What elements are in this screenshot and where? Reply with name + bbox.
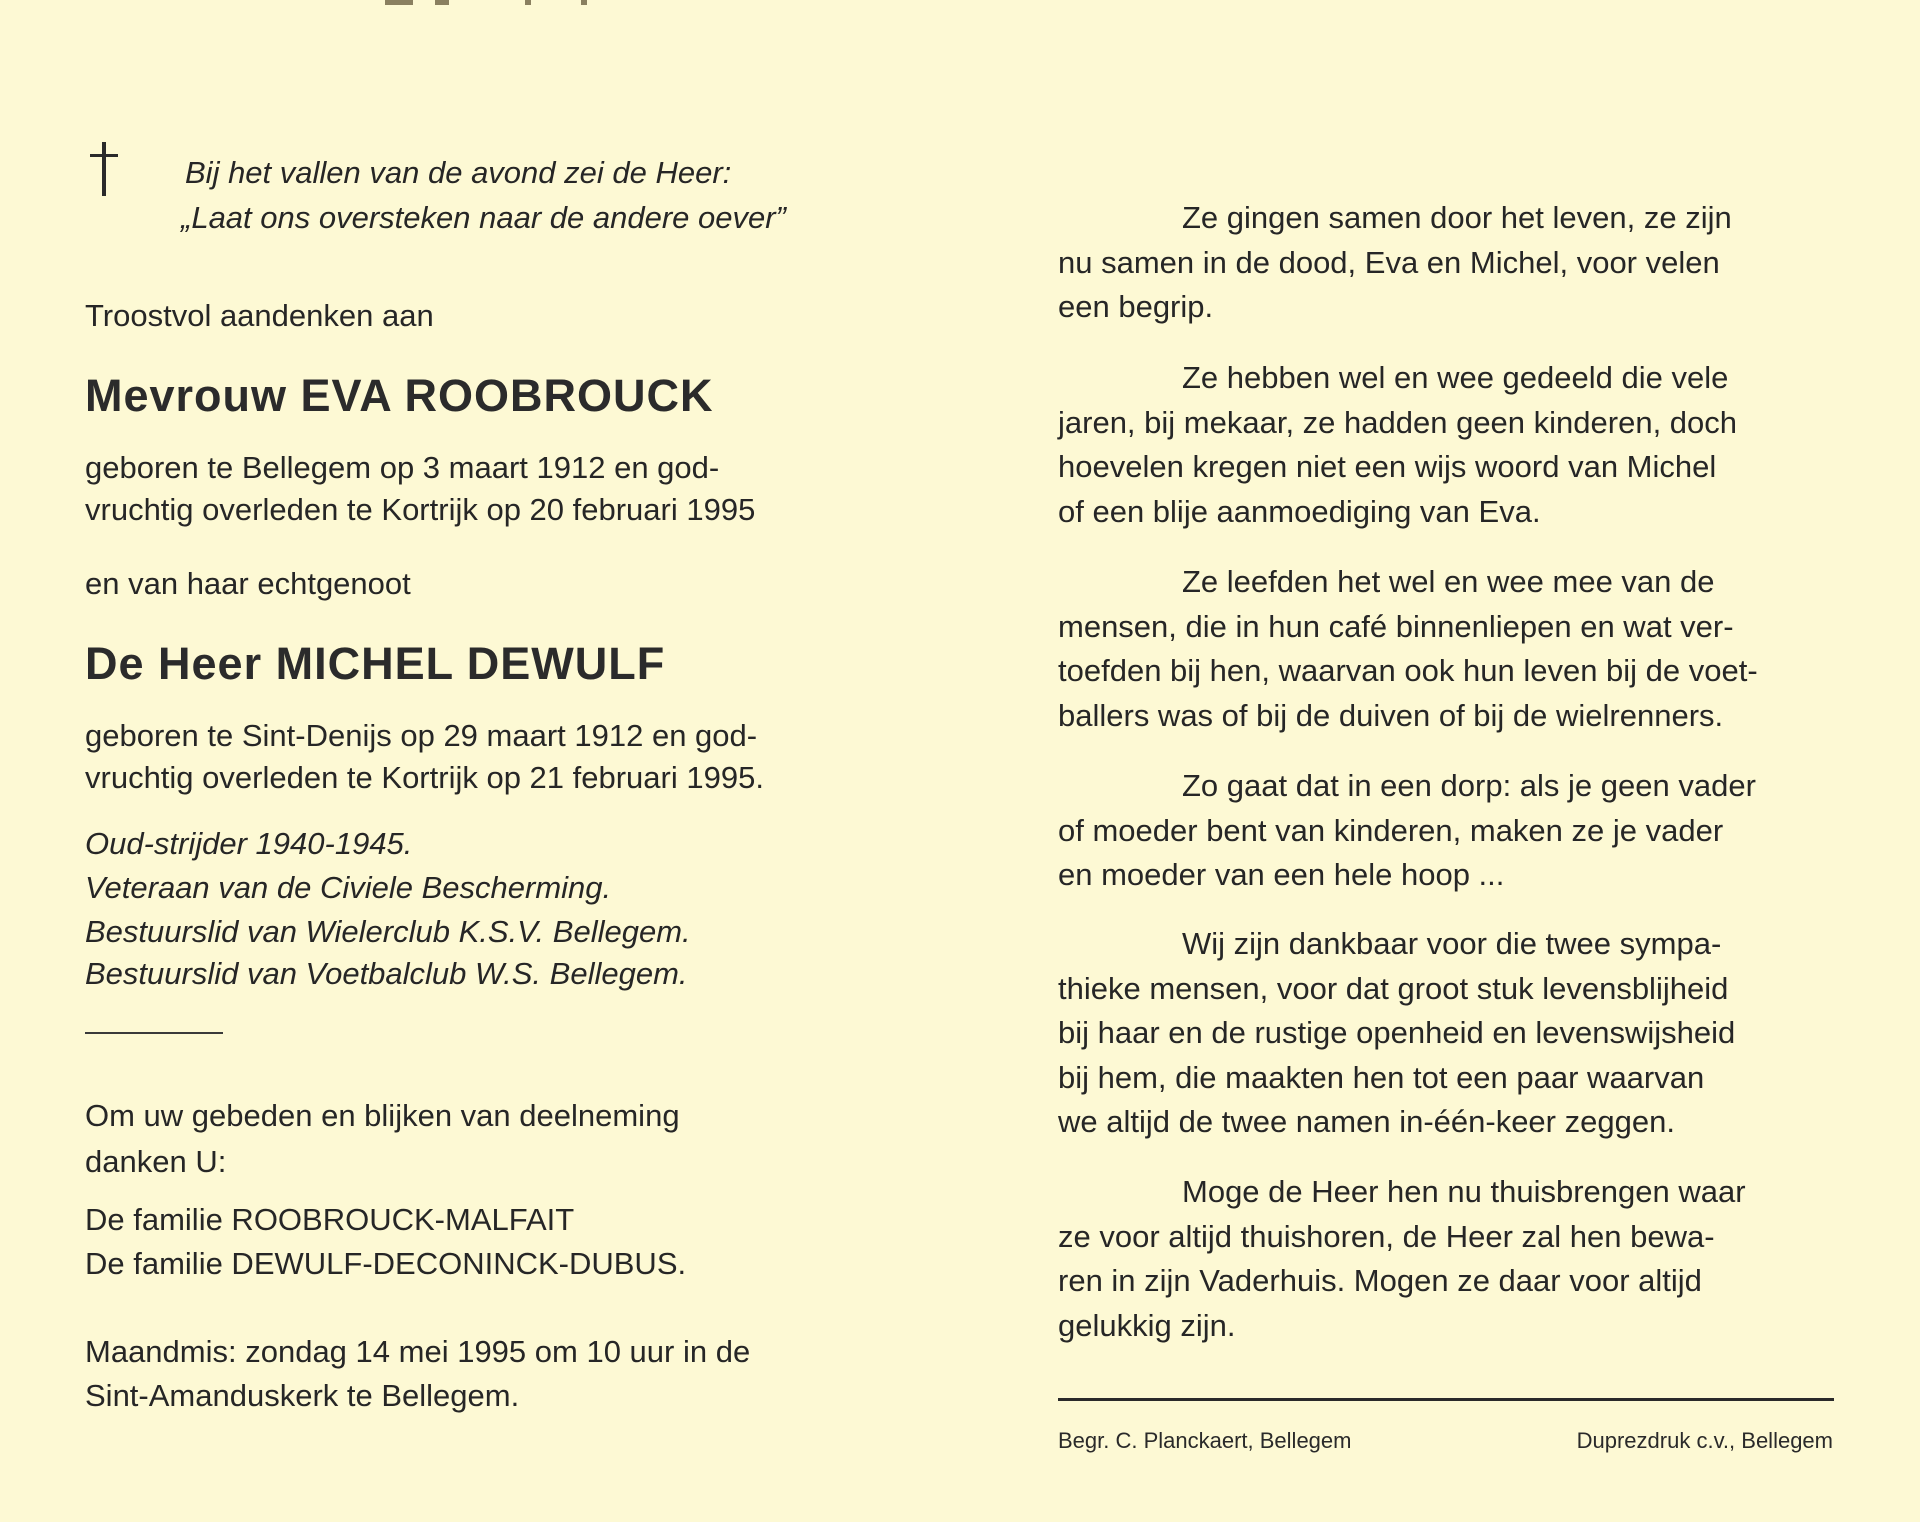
mass-line-1: Maandmis: zondag 14 mei 1995 om 10 uur in de	[85, 1334, 751, 1369]
paragraph-line: of moeder bent van kinderen, maken ze je vader	[1058, 812, 1724, 848]
person2-birth-line: geboren te Sint-Denijs op 29 maart 1912 en god-	[85, 718, 758, 753]
paragraph-line: Ze gingen samen door het leven, ze zijn	[1182, 200, 1732, 235]
paragraph-4	[1058, 764, 1834, 898]
paragraph-line: Ze hebben wel en wee gedeeld die vele	[1182, 360, 1729, 395]
person2-name: De Heer MICHEL DEWULF	[85, 638, 666, 689]
family-2: De familie DEWULF-DECONINCK-DUBUS.	[85, 1246, 687, 1281]
paragraph-line: Ze leefden het wel en wee mee van de	[1182, 564, 1715, 599]
spouse-intro: en van haar echtgenoot	[85, 566, 411, 601]
printer-credit: Duprezdruk c.v., Bellegem	[1576, 1428, 1833, 1453]
role-item: Bestuurslid van Wielerclub K.S.V. Bellegem.	[85, 914, 691, 949]
person1-birth-line: geboren te Bellegem op 3 maart 1912 en god-	[85, 450, 720, 485]
person1-name: Mevrouw EVA ROOBROUCK	[85, 370, 714, 421]
paragraph-line: bij haar en de rustige openheid en levenswijsheid	[1058, 1015, 1736, 1050]
paragraph-6	[1058, 1170, 1834, 1348]
paragraph-line: een begrip.	[1058, 289, 1214, 324]
intro-text: Troostvol aandenken aan	[85, 298, 434, 333]
person1-death-line: vruchtig overleden te Kortrijk op 20 februari 1995	[85, 492, 756, 527]
paragraph-2	[1058, 356, 1834, 534]
verse-line-2: „Laat ons oversteken naar de andere oever”	[181, 200, 786, 235]
paragraph-line: en moeder van een hele hoop ...	[1058, 857, 1505, 892]
mark	[385, 0, 413, 5]
bible-verse	[181, 150, 786, 240]
thanks-line-1: Om uw gebeden en blijken van deelneming	[85, 1098, 680, 1133]
paragraph-line: we altijd de twee namen in-één-keer zeggen.	[1058, 1104, 1675, 1139]
family-1: De familie ROOBROUCK-MALFAIT	[85, 1202, 575, 1237]
paragraph-line: Wij zijn dankbaar voor die twee sympa-	[1182, 926, 1722, 961]
mark	[581, 0, 587, 5]
mass-line-2: Sint-Amanduskerk te Bellegem.	[85, 1378, 520, 1413]
paragraph-line: nu samen in de dood, Eva en Michel, voor velen	[1058, 244, 1720, 280]
role-item: Oud-strijder 1940-1945.	[85, 826, 413, 861]
role-item: Veteraan van de Civiele Bescherming.	[85, 870, 612, 905]
paragraph-line: thieke mensen, voor dat groot stuk levensblijheid	[1058, 970, 1729, 1006]
role-item: Bestuurslid van Voetbalclub W.S. Bellegem.	[85, 956, 688, 991]
divider	[85, 1032, 223, 1034]
paragraph-line: bij hem, die maakten hen tot een paar waarvan	[1058, 1059, 1705, 1095]
paragraph-line: hoevelen kregen niet een wijs woord van Michel	[1058, 449, 1717, 484]
top-edge-marks	[385, 0, 615, 6]
paragraph-line: mensen, die in hun café binnenliepen en wat ver-	[1058, 608, 1734, 644]
paragraph-line: Moge de Heer hen nu thuisbrengen waar	[1182, 1174, 1746, 1209]
cross-icon	[84, 140, 124, 200]
paragraph-line: ballers was of bij de duiven of bij de wielrenners.	[1058, 697, 1724, 733]
paragraph-line: Zo gaat dat in een dorp: als je geen vader	[1182, 768, 1756, 803]
funeral-director-credit: Begr. C. Planckaert, Bellegem	[1058, 1428, 1352, 1453]
mark	[435, 0, 449, 5]
mark	[525, 0, 531, 5]
paragraph-line: toefden bij hen, waarvan ook hun leven bij de voet-	[1058, 653, 1758, 688]
person2-death-line: vruchtig overleden te Kortrijk op 21 februari 1995.	[85, 760, 764, 795]
paragraph-line: ren in zijn Vaderhuis. Mogen ze daar voor altijd	[1058, 1263, 1702, 1298]
paragraph-line: of een blije aanmoediging van Eva.	[1058, 493, 1541, 529]
paragraph-5	[1058, 922, 1834, 1145]
footer-divider	[1058, 1398, 1834, 1401]
verse-line-1: Bij het vallen van de avond zei de Heer:	[185, 155, 732, 190]
paragraph-line: jaren, bij mekaar, ze hadden geen kinderen, doch	[1058, 404, 1738, 440]
paragraph-3	[1058, 560, 1834, 738]
paragraph-line: gelukkig zijn.	[1058, 1307, 1236, 1343]
paragraph-line: ze voor altijd thuishoren, de Heer zal hen bewa-	[1058, 1218, 1715, 1254]
thanks-line-2: danken U:	[85, 1144, 227, 1179]
paragraph-1	[1058, 196, 1834, 330]
